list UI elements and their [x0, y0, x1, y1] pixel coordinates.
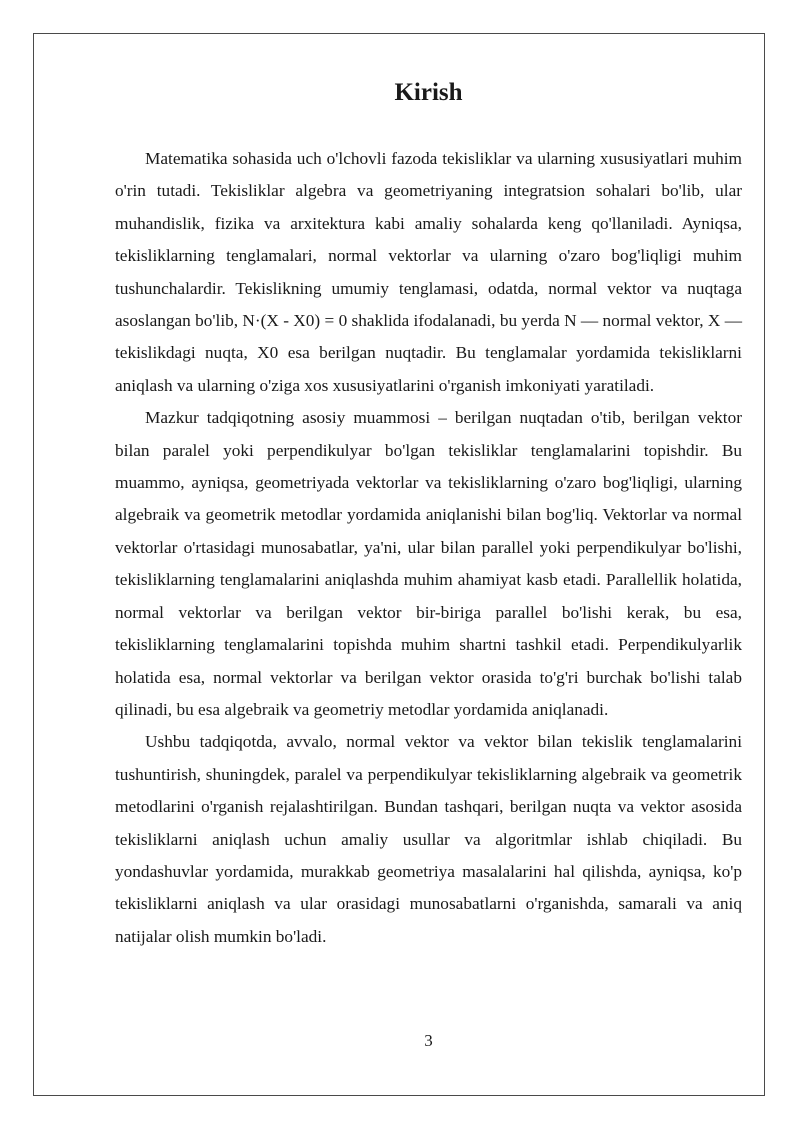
paragraph-2: Mazkur tadqiqotning asosiy muammosi – berilgan nuqtadan o'tib, berilgan vektor bilan paralel yoki perpendikulyar bo'lgan tekisliklar tenglamalarini topishdir. Bu muammo, ayniqsa, geometriyada vektorlar va tekisliklarning o'zaro bog'liqligi, ularning algebraik va geometrik metodlar yordamida aniqlanishi bilan bog'liq. Vektorlar va normal vektorlar o'rtasidagi munosabatlar, ya'ni, ular bilan parallel yoki perpendikulyar bo'lishi, tekisliklarning tenglamalarini aniqlashda muhim ahamiyat kasb etadi. Parallellik holatida, normal vektorlar va berilgan vektor bir-biriga parallel bo'lishi kerak, bu esa, tekisliklarning tenglamalarini topishda muhim shartni tashkil etadi. Perpendikulyarlik holatida esa, normal vektorlar va berilgan vektor orasida to'g'ri burchak bo'lishi talab qilinadi, bu esa algebraik va geometriy metodlar yordamida aniqlanadi. [115, 408, 742, 719]
page-number: 3 [424, 1031, 433, 1050]
page-title: Kirish [394, 79, 463, 106]
paragraph-1: Matematika sohasida uch o'lchovli fazoda tekisliklar va ularning xususiyatlari muhim o'rin tutadi. Tekisliklar algebra va geometriyaning integratsion sohalari bo'lib, ular muhandislik, fizika va arxitektura kabi amaliy sohalarda keng qo'llaniladi. Ayniqsa, tekisliklarning tenglamalari, normal vektorlar va ularning o'zaro bog'liqligi muhim tushunchalardir. Tekislikning umumiy tenglamasi, odatda, normal vektor va nuqtaga asoslangan bo'lib, N·(X - X0) = 0 shaklida ifodalanadi, bu yerda N — normal vektor, X — tekislikdagi nuqta, X0 esa berilgan nuqtadir. Bu tenglamalar yordamida tekisliklarni aniqlash va ularning o'ziga xos xususiyatlarini o'rganish imkoniyati yaratiladi. [115, 149, 742, 395]
body-text [115, 143, 742, 953]
paragraph-3: Ushbu tadqiqotda, avvalo, normal vektor va vektor bilan tekislik tenglamalarini tushuntirish, shuningdek, paralel va perpendikulyar tekisliklarning algebraik va geometrik metodlarini o'rganish rejalashtirilgan. Bundan tashqari, berilgan nuqta va vektor asosida tekisliklarni aniqlash uchun amaliy usullar va algoritmlar ishlab chiqiladi. Bu yondashuvlar yordamida, murakkab geometriya masalalarini hal qilishda, ayniqsa, ko'p tekisliklarni aniqlash va ular orasidagi munosabatlarni o'rganishda, samarali va aniq natijalar olish mumkin bo'ladi. [115, 732, 742, 946]
